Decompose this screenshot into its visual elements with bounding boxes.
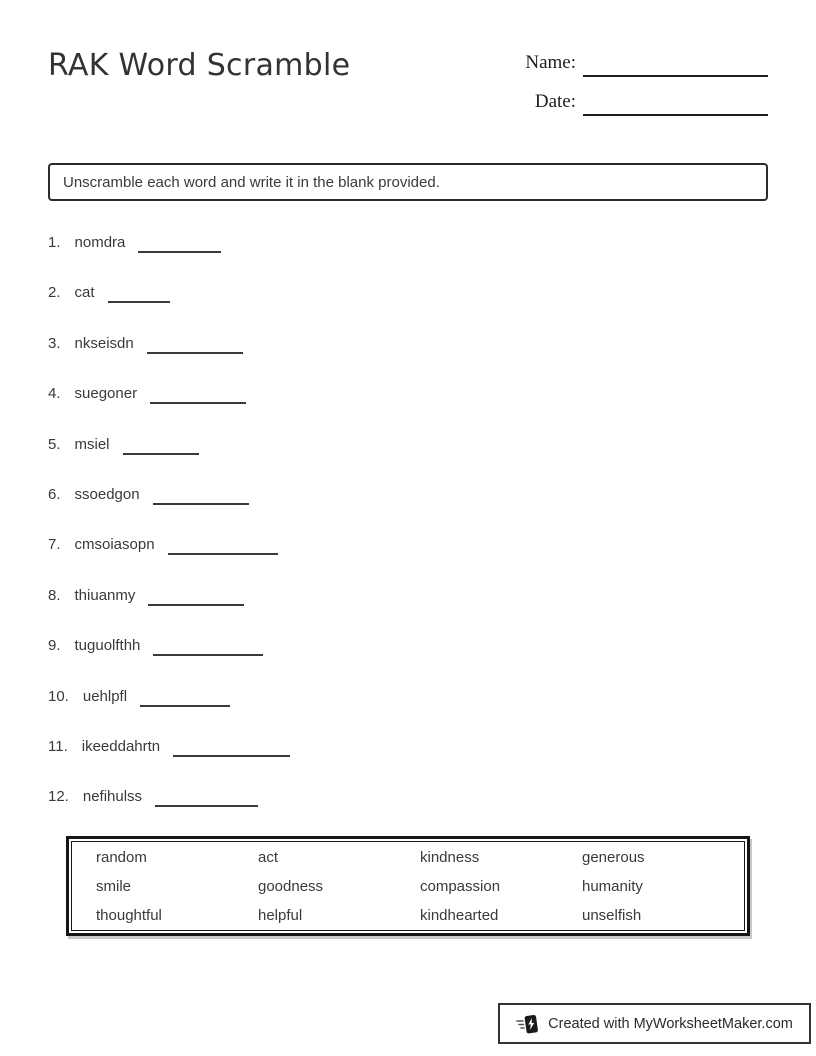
- answer-blank[interactable]: [138, 239, 221, 253]
- name-label: Name:: [525, 52, 576, 73]
- credit-text: Created with MyWorksheetMaker.com: [548, 1015, 793, 1032]
- answer-blank[interactable]: [123, 441, 199, 455]
- scramble-item: [48, 720, 768, 770]
- answer-blank[interactable]: [155, 793, 258, 807]
- credit-box: [498, 1003, 811, 1044]
- date-field: [518, 91, 768, 113]
- scrambled-word: suegoner: [74, 385, 138, 403]
- word-bank-word: unselfish: [582, 906, 642, 924]
- item-number: 3.: [48, 334, 61, 352]
- word-bank-grid: [71, 841, 745, 931]
- item-number: 5.: [48, 435, 61, 453]
- scramble-item: [48, 266, 768, 316]
- scrambled-word: ikeeddahrtn: [81, 737, 161, 755]
- answer-blank[interactable]: [153, 642, 263, 656]
- scrambled-word: nkseisdn: [74, 334, 134, 352]
- word-bank-box: [66, 836, 750, 936]
- date-blank-line[interactable]: [583, 102, 768, 116]
- scramble-item: [48, 518, 768, 568]
- word-bank-word: helpful: [258, 906, 303, 924]
- answer-blank[interactable]: [140, 693, 230, 707]
- word-bank-word: thoughtful: [96, 906, 162, 924]
- scrambled-word: msiel: [74, 435, 110, 453]
- answer-blank[interactable]: [148, 592, 244, 606]
- scramble-item: [48, 216, 768, 266]
- item-number: 1.: [48, 234, 61, 251]
- instructions-text: Unscramble each word and write it in the blank provided.: [63, 173, 440, 191]
- item-number: 4.: [48, 385, 61, 403]
- word-bank-word: random: [96, 848, 147, 866]
- word-bank-word: kindness: [420, 848, 480, 866]
- item-number: 10.: [48, 687, 69, 705]
- scrambled-word: tuguolfthh: [74, 637, 141, 655]
- word-bank-word: goodness: [258, 877, 324, 895]
- item-number: 9.: [48, 637, 61, 655]
- scrambled-word: ssoedgon: [74, 485, 140, 503]
- scramble-item: [48, 619, 768, 669]
- answer-blank[interactable]: [108, 289, 170, 303]
- item-number: 7.: [48, 536, 61, 554]
- item-number: 6.: [48, 485, 61, 503]
- word-bank-word: generous: [582, 848, 645, 866]
- answer-blank[interactable]: [168, 541, 278, 555]
- scrambled-word: uehlpfl: [82, 687, 128, 705]
- answer-blank[interactable]: [173, 743, 290, 757]
- date-label: Date:: [534, 91, 576, 112]
- answer-blank[interactable]: [147, 340, 243, 354]
- scramble-item: [48, 418, 768, 468]
- item-number: 12.: [48, 788, 69, 806]
- item-number: 11.: [48, 737, 68, 755]
- word-bank-word: compassion: [420, 877, 501, 895]
- scramble-item: [48, 317, 768, 367]
- word-bank-word: kindhearted: [420, 906, 499, 924]
- scramble-item: [48, 569, 768, 619]
- header-fields: [518, 52, 768, 130]
- scramble-item: [48, 367, 768, 417]
- scramble-list: [48, 216, 768, 821]
- word-bank-word: act: [258, 848, 279, 866]
- page-title: RAK Word Scramble: [48, 48, 351, 83]
- scramble-item: [48, 670, 768, 720]
- word-bank-word: smile: [96, 877, 132, 895]
- scrambled-word: cmsoiasopn: [74, 536, 155, 554]
- name-blank-line[interactable]: [583, 63, 768, 77]
- instructions-box: [48, 163, 768, 201]
- scrambled-word: cat: [74, 284, 95, 302]
- item-number: 2.: [48, 284, 61, 302]
- scrambled-word: nomdra: [74, 234, 126, 251]
- answer-blank[interactable]: [150, 390, 246, 404]
- scramble-item: [48, 770, 768, 820]
- scramble-item: [48, 468, 768, 518]
- worksheet-maker-logo-icon: [516, 1012, 540, 1036]
- item-number: 8.: [48, 586, 61, 604]
- answer-blank[interactable]: [153, 491, 249, 505]
- name-field: [518, 52, 768, 74]
- scrambled-word: nefihulss: [82, 788, 143, 806]
- word-bank-word: humanity: [582, 877, 643, 895]
- scrambled-word: thiuanmy: [74, 586, 136, 604]
